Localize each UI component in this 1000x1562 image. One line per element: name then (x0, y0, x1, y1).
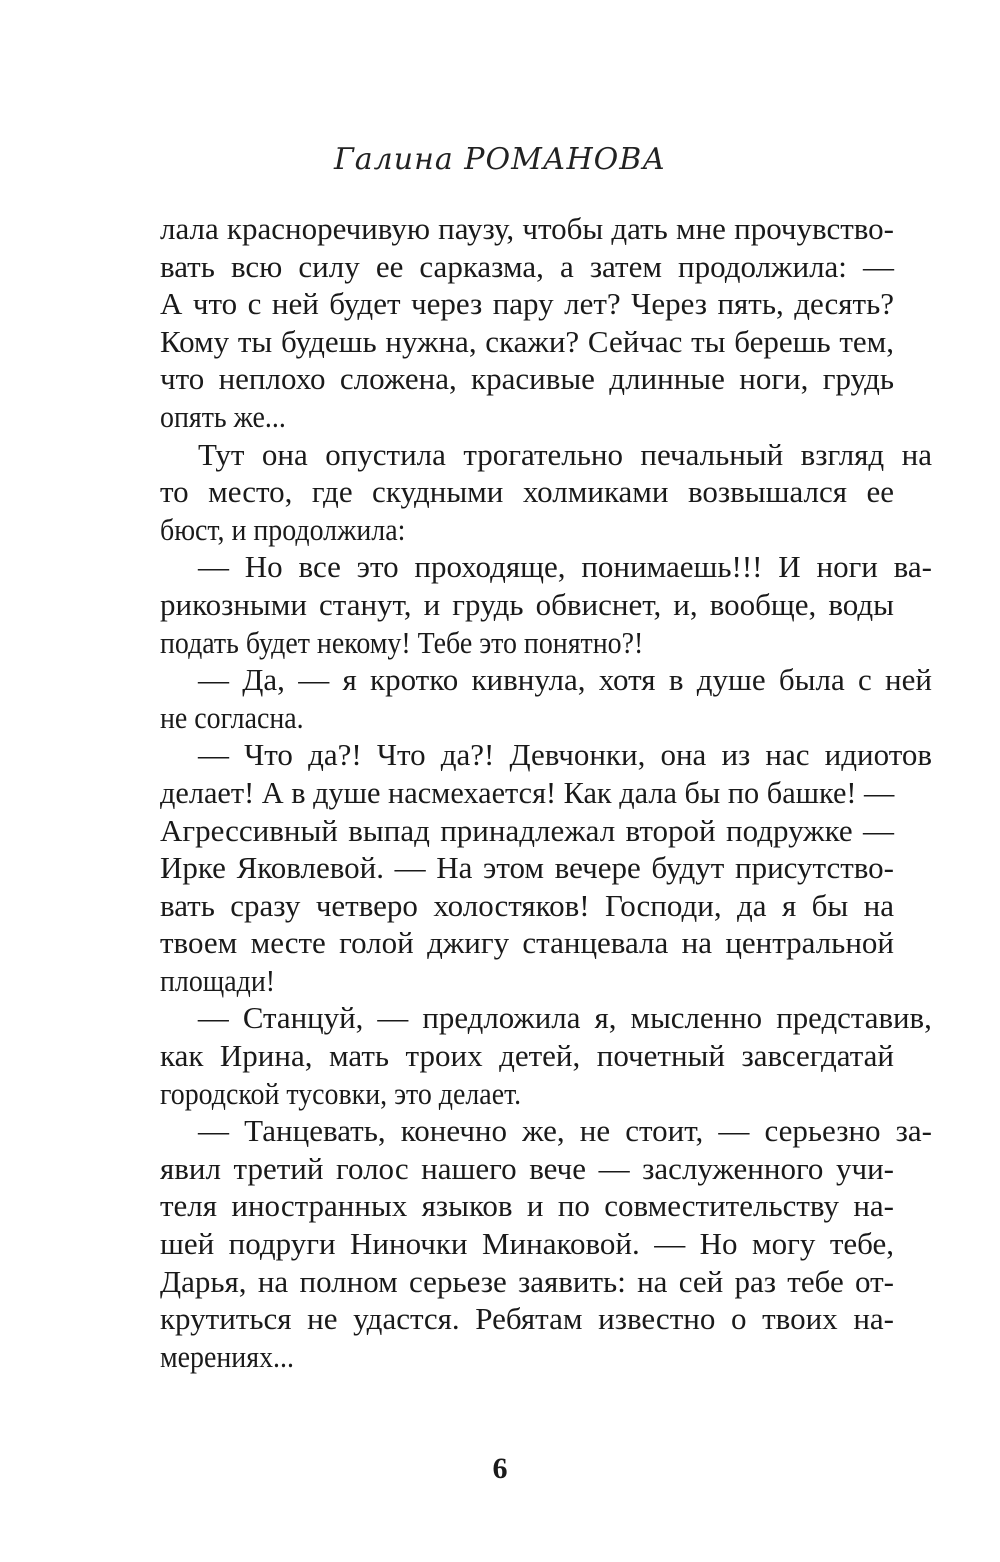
running-head-author: Галина РОМАНОВА (333, 142, 667, 177)
text-line: вать сразу четверо холостяков! Господи, да я бы на (160, 887, 894, 923)
text-line: А что с ней будет через пару лет? Через пять, десять? (160, 286, 894, 322)
text-line: опять же... (160, 398, 286, 434)
text-line: городской тусовки, это делает. (160, 1075, 522, 1111)
text-line: — Но все это проходяще, понимаешь!!! И ноги ва- (198, 549, 932, 585)
text-line: вать всю силу ее сарказма, а затем продолжила: — (160, 248, 894, 284)
text-line: Кому ты будешь нужна, скажи? Сейчас ты берешь тем, (160, 323, 894, 359)
text-line: Агрессивный выпад принадлежал второй подружке — (160, 812, 894, 848)
text-line: явил третий голос нашего вече — заслуженного учи- (160, 1150, 894, 1186)
text-line: твоем месте голой джигу станцевала на центральной (160, 925, 894, 961)
text-line: рикозными станут, и грудь обвиснет, и, вообще, воды (160, 586, 894, 622)
text-line: площади! (160, 962, 276, 998)
text-line: Тут она опустила трогательно печальный взгляд на (198, 436, 932, 472)
text-line: подать будет некому! Тебе это понятно?! (160, 624, 644, 660)
text-line: — Танцевать, конечно же, не стоит, — серьезно за- (198, 1113, 932, 1149)
text-line: не согласна. (160, 699, 304, 735)
text-line: делает! А в душе насмехается! Как дала бы по башке! — (160, 774, 895, 810)
text-line: что неплохо сложена, красивые длинные ноги, грудь (160, 361, 894, 397)
text-line: бюст, и продолжила: (160, 511, 406, 547)
text-line: крутиться не удастся. Ребятам известно о твоих на- (160, 1301, 894, 1337)
text-line: — Станцуй, — предложила я, мысленно представив, (197, 1000, 932, 1036)
body-text (160, 210, 932, 1375)
page-number: 6 (492, 1452, 508, 1485)
text-line: шей подруги Ниночки Минаковой. — Но могу тебе, (160, 1226, 894, 1262)
text-line: как Ирина, мать троих детей, почетный завсегдатай (160, 1038, 894, 1074)
text-line: теля иностранных языков и по совместительству на- (160, 1188, 894, 1224)
text-line: — Что да?! Что да?! Девчонки, она из нас идиотов (198, 737, 932, 773)
text-line: то место, где скудными холмиками возвышался ее (160, 474, 894, 510)
text-line: мерениях... (160, 1338, 294, 1374)
text-line: лала красноречивую паузу, чтобы дать мне прочувство- (160, 211, 894, 246)
text-line: Дарья, на полном серьезе заявить: на сей раз тебе от- (160, 1263, 894, 1299)
text-line: — Да, — я кротко кивнула, хотя в душе была с ней (198, 662, 932, 698)
text-line: Ирке Яковлевой. — На этом вечере будут присутство- (160, 850, 894, 886)
